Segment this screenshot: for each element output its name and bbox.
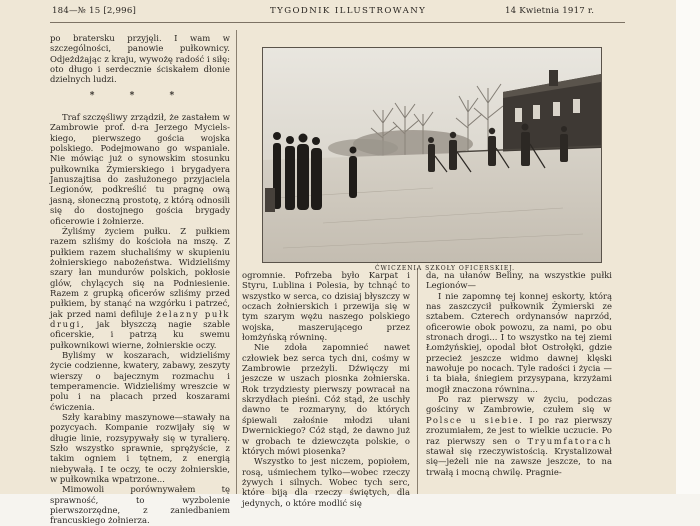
- photo-caption: ĆWICZENIA SZKOŁY OFICERSKIEJ.: [375, 265, 516, 272]
- paragraph: I nie zapomnę tej konnej eskorty, którą nas zaszczycił pułkownik Żymierski ze sztabem. Czterech ordynansów naprzód, oficerowie obok powozu, za nami, po obu stronach drogi... I to wszystko na tej ziemi Łomżyńskiej, opodal błot Ostrołęki, gdzie przecież jeszcze widmo dawnej klęski nawołuje po nocach. Tyle radości i życia — i ta biała, śniegiem przysypana, krzyżami mogił znaczona równina...: [426, 290, 612, 394]
- text-run: stawał się rzeczywistością. Krystalizował się—jeżeli nie na zawsze jeszcze, to na trwałą i mocną chwilę. Pragnie-: [426, 445, 612, 477]
- paragraph: [50, 226, 230, 350]
- photograph: [262, 47, 602, 263]
- paragraph: Mimowoli porównywałem tę sprawność, to wyzbolenie pierwszorzędne, z zaniedbaniem francuskiego żołnierza.: [50, 484, 230, 526]
- text-run: jak błyszczą nagie szable oficerskie, i patrzą ku swemu pułkownikowi wierne, żołnierskie oczy.: [50, 318, 230, 350]
- column-divider: [417, 268, 418, 494]
- spaced-text: w Polsce u siebie.: [426, 404, 613, 425]
- issue-number: 184—№ 15 [2,996]: [52, 6, 137, 16]
- article-column-2: [242, 270, 410, 508]
- text-run: Po raz pierwszy w życiu, podczas gościny w Zambrowie, czułem się: [426, 394, 612, 415]
- section-break: * * *: [89, 90, 191, 101]
- paragraph: da, na ułanów Beliny, na wszystkie pułki Legionów—: [426, 270, 612, 291]
- paragraph: Nie zdoła zapomnieć nawet człowiek bez serca tych dni, cośmy w Zambrowie przeżyli. Dźwięczy mi jeszcze w uszach piosnka żołnierska. Rok trzydziesty pierwszy powracał na skrzydłach pieśni. Cóż stąd, że uschły dawno te rozmaryny, do których śpiewali załośnie młodzi ułani Dwernickiego? Cóż stąd, że dawno już w grobach te dziewczęta polskie, o których mówi piosenka?: [242, 342, 410, 456]
- paragraph: Szły karabiny maszynowe—stawały na pozycyach. Kompanie rozwijały się w długie linie, rozsypywały się w tyralierę. Szło wszystko sprawnie, sprężyście, z takim ogniem i tętnem, z energią niebywałą. I te oczy, te oczy żołnierskie, w pułkownika wpatrzone...: [50, 412, 230, 485]
- publication-title: TYGODNIK ILLUSTROWANY: [270, 6, 427, 16]
- paragraph: Traf szczęśliwy zrządził, że zastałem w Zambrowie prof. d-ra Jerzego Mycielskiego, pierwszego gościa wojska polskiego. Podejmowano go wspaniale. Nie mówiąc już o synowskim stosunku pułkownika Żymierskiego i brygadyera Januszajtisa do zasłużonego przyjaciela Legionów, podkreślić tu pragnę ową jasną, słoneczną prostotę, z którą odnosili się do dostojnego gościa brygady oficerowie i żołnierze.: [50, 112, 230, 226]
- spaced-text: żelazny pułk drugi,: [50, 308, 230, 329]
- spaced-text: Tryumfatorach: [527, 435, 612, 446]
- header-rule: [50, 22, 625, 23]
- article-column-3: [426, 270, 612, 494]
- text-run: Żyliśmy życiem pułku. Z pułkiem razem szliśmy do kościoła na mszę. Z pułkiem razem słuchaliśmy w skupieniu żołnierskiego nabożeństwa. Widzieliśmy szary łan mundurów polskich, pokłosie glów, chylących się na Podniesienie. Razem z grupką oficerów szliśmy przed pułkiem, by stanąć na wzgórku i patrzeć, jak przed nami defiluje: [50, 225, 230, 319]
- paragraph: Wszystko to jest niczem, popiołem, rosą, uśmiechem tylko—wobec rzeczy żywych i silnych. Wobec tych serc, które biją dla rzeczy świętych, dla jedynych, o które modlić się: [242, 456, 410, 508]
- paragraph: ogromnie. Pofrzeba było Karpat i Styru, Lublina i Polesia, by tchnąć to wszystko w serca, co dzisiaj błyszczy w oczach żołnierskich i przewija się w tym szarym wężu naszego polskiego wojska, maszerującego przez łomżyńską równinę.: [242, 270, 410, 343]
- text-run: I po raz pierwszy zrozumiałem, że jest to wielkie uczucie. Po raz pierwszy sen o: [426, 414, 612, 446]
- page-margin: [676, 0, 700, 494]
- paragraph: Byliśmy w koszarach, widzieliśmy życie codzienne, kwatery, zabawy, zeszyty wierszy o bajecznym rozmachu i temperamencie. Widzieliśmy wreszcie w polu i na placach przed koszarami ćwiczenia.: [50, 349, 230, 412]
- article-column-1: [50, 33, 230, 526]
- paragraph: po bratersku przyjęli. I wam w szczególności, panowie pułkownicy. Odjeżdżając z kraju, wywożę radość i siłę: oto długo i serdecznie ściskałem dłonie dzielnych ludzi.: [50, 33, 230, 85]
- issue-date: 14 Kwietnia 1917 r.: [505, 6, 595, 16]
- paragraph: [426, 394, 612, 477]
- column-divider: [236, 30, 237, 494]
